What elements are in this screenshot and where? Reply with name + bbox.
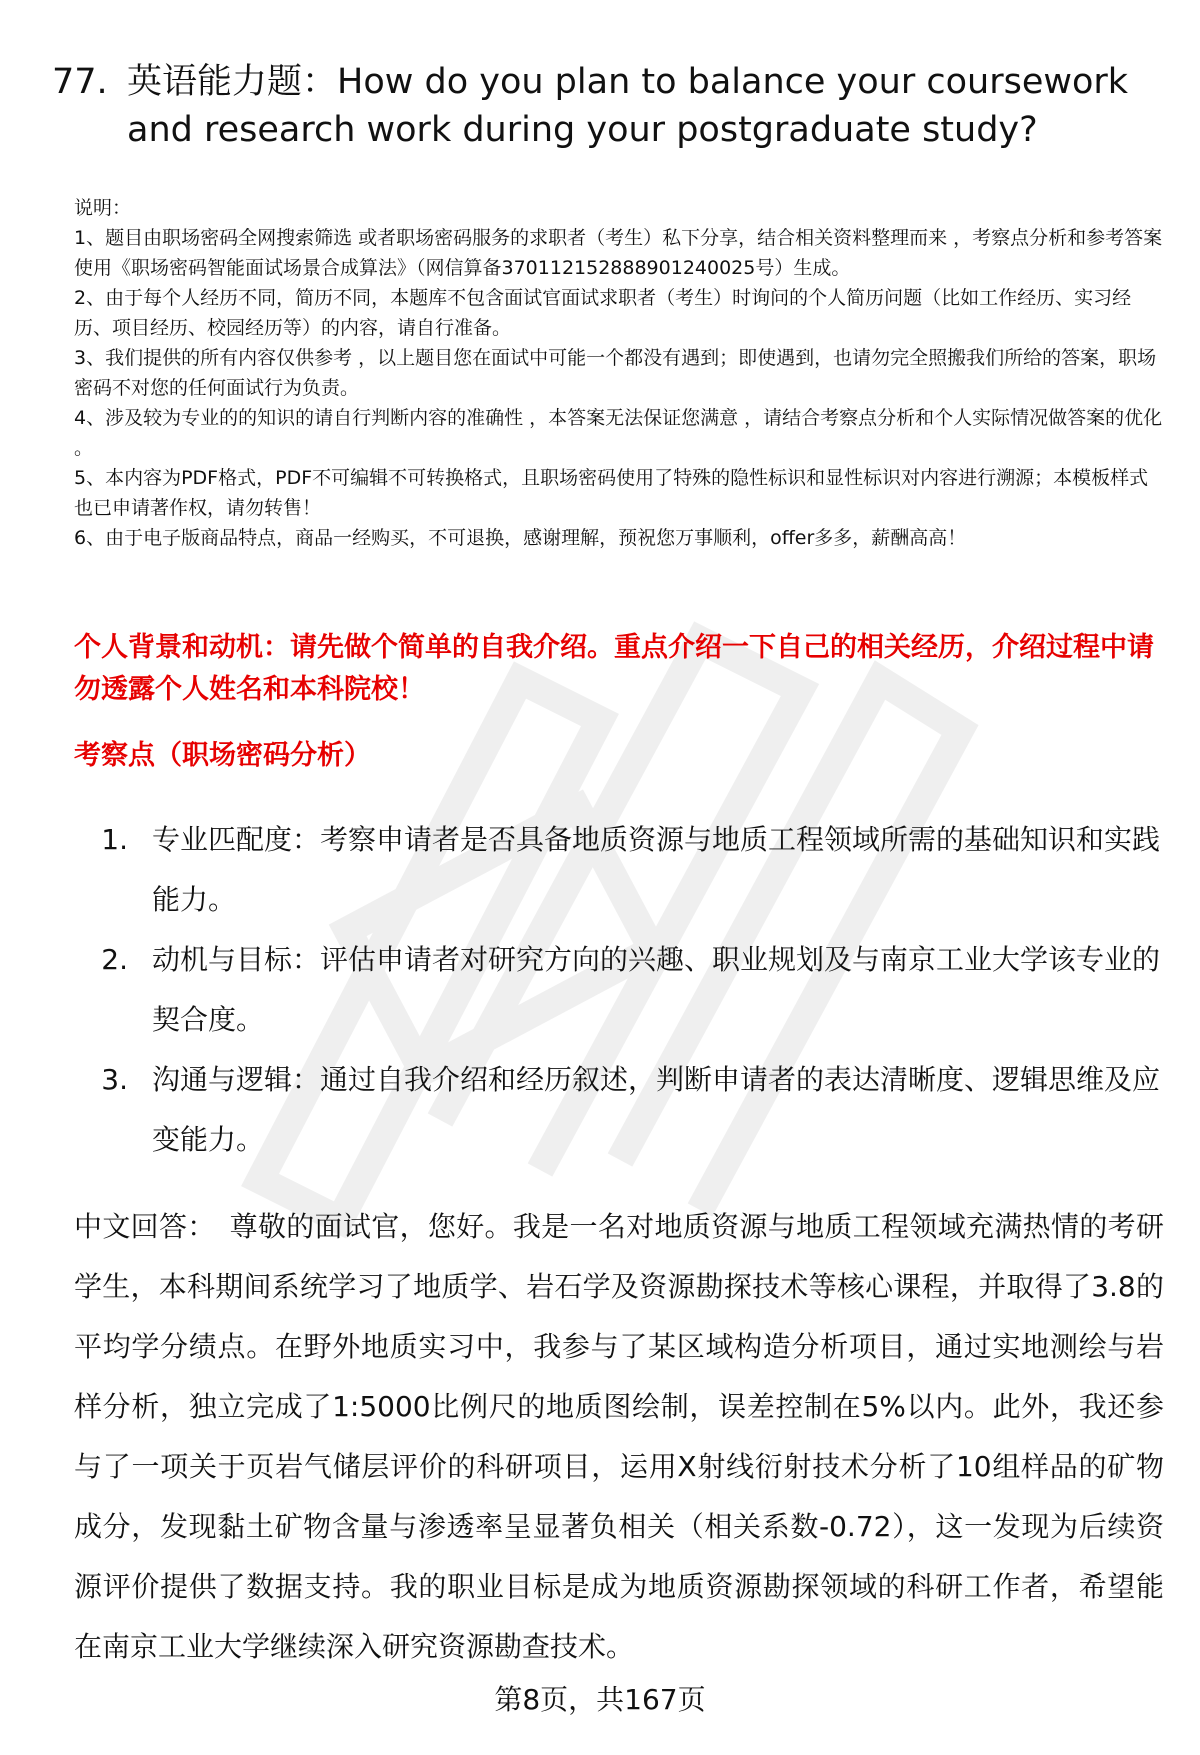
notes-title: 说明：: [74, 197, 132, 219]
analysis-point-text: 动机与目标：评估申请者对研究方向的兴趣、职业规划及与南京工业大学该专业的契合度。: [152, 943, 1161, 1036]
notes-item: 4、涉及较为专业的的知识的请自行判断内容的准确性 ，本答案无法保证您满意 ，请结合考察点分析和个人实际情况做答案的优化 。: [74, 407, 1163, 459]
analysis-point: [74, 1050, 1164, 1170]
notes-item: 5、本内容为PDF格式，PDF不可编辑不可转换格式，且职场密码使用了特殊的隐性标识和显性标识对内容进行溯源；本模板样式也已申请著作权，请勿转售！: [74, 467, 1149, 519]
analysis-point-number: 3.: [101, 1063, 128, 1096]
answer-label: 中文回答：: [74, 1210, 216, 1243]
analysis-heading: 考察点（职场密码分析）: [74, 740, 371, 771]
analysis-point-text: 沟通与逻辑：通过自我介绍和经历叙述，判断申请者的表达清晰度、逻辑思维及应变能力。: [152, 1063, 1161, 1156]
analysis-point-number: 1.: [101, 823, 128, 856]
notes-item: 2、由于每个人经历不同，简历不同，本题库不包含面试官面试求职者（考生）时询问的个人简历问题（比如工作经历、实习经历、项目经历、校园经历等）的内容，请自行准备。: [74, 287, 1132, 339]
background-heading: 个人背景和动机：请先做个简单的自我介绍。重点介绍一下自己的相关经历，介绍过程中请勿透露个人姓名和本科院校！: [74, 632, 1154, 705]
notes-item: 3、我们提供的所有内容仅供参考 ，以上题目您在面试中可能一个都没有遇到；即使遇到，也请勿完全照搬我们所给的答案，职场密码不对您的任何面试行为负责。: [74, 347, 1157, 399]
question-title: [52, 58, 1162, 154]
page-footer: 第8页，共167页: [494, 1683, 706, 1716]
analysis-point: [74, 930, 1164, 1050]
notes-item: 6、由于电子版商品特点，商品一经购买，不可退换，感谢理解，预祝您万事顺利，offer多多，薪酬高高！: [74, 527, 967, 549]
analysis-point: [74, 810, 1164, 930]
question-number: 77.: [52, 62, 108, 102]
question-text: 英语能力题：How do you plan to balance your coursework and research work during your postgraduate study?: [127, 62, 1129, 150]
analysis-point-number: 2.: [101, 943, 128, 976]
notes-section: [74, 193, 1164, 553]
analysis-points-list: [74, 810, 1164, 1170]
analysis-point-text: 专业匹配度：考察申请者是否具备地质资源与地质工程领域所需的基础知识和实践能力。: [152, 823, 1161, 916]
answer-text: 尊敬的面试官，您好。我是一名对地质资源与地质工程领域充满热情的考研学生，本科期间系统学习了地质学、岩石学及资源勘探技术等核心课程，并取得了3.8的平均学分绩点。在野外地质实习中，我参与了某区域构造分析项目，通过实地测绘与岩样分析，独立完成了1:5000比例尺的地质图绘制，误差控制在5%以内。此外，我还参与了一项关于页岩气储层评价的科研项目，运用X射线衍射技术分析了10组样品的矿物成分，发现黏土矿物含量与渗透率呈显著负相关（相关系数-0.72），这一发现为后续资源评价提供了数据支持。我的职业目标是成为地质资源勘探领域的科研工作者，希望能在南京工业大学继续深入研究资源勘查技术。: [74, 1210, 1164, 1663]
notes-item: 1、题目由职场密码全网搜索筛选 或者职场密码服务的求职者（考生）私下分享，结合相关资料整理而来 ，考察点分析和参考答案使用《职场密码智能面试场景合成算法》（网信算备370112152888901240025号）生成。: [74, 227, 1163, 279]
chinese-answer: [74, 1197, 1164, 1677]
